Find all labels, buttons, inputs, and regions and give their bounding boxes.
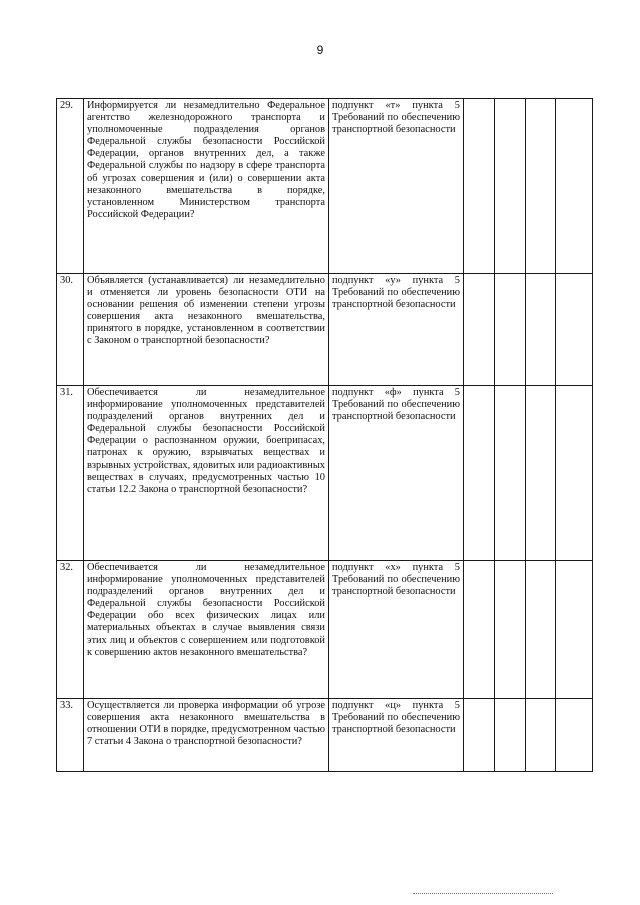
question-cell: Объявляется (устанавливается) ли незамедлительно и отменяется ли уровень безопасности ОТИ на основании решения об изменении степени угрозы совершения акта незаконного вмешательства, принятого в порядке, установленном в соответствии с Законом о транспортной безопасности?: [84, 274, 329, 386]
note-cell: [556, 99, 593, 274]
answer-na-cell: [526, 561, 556, 699]
answer-na-cell: [526, 386, 556, 561]
answer-yes-cell: [464, 99, 495, 274]
row-number: 31.: [57, 386, 84, 561]
table-row: [57, 699, 593, 772]
note-cell: [556, 561, 593, 699]
answer-yes-cell: [464, 699, 495, 772]
answer-no-cell: [495, 699, 526, 772]
reference-cell: подпункт «ц» пункта 5 Требований по обеспечению транспортной безопасности: [329, 699, 464, 772]
reference-cell: подпункт «х» пункта 5 Требований по обеспечению транспортной безопасности: [329, 561, 464, 699]
question-cell: Обеспечивается ли незамедлительное информирование уполномоченных представителей подразделений органов внутренних дел и Федеральной службы безопасности Российской Федерации обо всех физических лицах или материальных объектах в случае выявления связи этих лиц и объектов с совершением или подготовкой к совершению актов незаконного вмешательства?: [84, 561, 329, 699]
scan-artifact-line: [413, 893, 553, 895]
question-cell: Осуществляется ли проверка информации об угрозе совершения акта незаконного вмешательства в отношении ОТИ в порядке, предусмотренном частью 7 статьи 4 Закона о транспортной безопасности?: [84, 699, 329, 772]
row-number: 33.: [57, 699, 84, 772]
reference-cell: подпункт «у» пункта 5 Требований по обеспечению транспортной безопасности: [329, 274, 464, 386]
note-cell: [556, 386, 593, 561]
answer-no-cell: [495, 274, 526, 386]
answer-na-cell: [526, 699, 556, 772]
table-row: [57, 274, 593, 386]
question-cell: Информируется ли незамедлительно Федеральное агентство железнодорожного транспорта и уполномоченные подразделения органов Федеральной службы безопасности Российской Федерации, органов внутренних дел, а также Федеральной службы по надзору в сфере транспорта об угрозах совершения и (или) о совершении акта незаконного вмешательства в порядке, установленном Министерством транспорта Российской Федерации?: [84, 99, 329, 274]
answer-yes-cell: [464, 274, 495, 386]
answer-na-cell: [526, 274, 556, 386]
answer-no-cell: [495, 386, 526, 561]
checklist-table: [56, 98, 593, 772]
answer-na-cell: [526, 99, 556, 274]
reference-cell: подпункт «т» пункта 5 Требований по обеспечению транспортной безопасности: [329, 99, 464, 274]
question-cell: Обеспечивается ли незамедлительное информирование уполномоченных представителей подразделений органов внутренних дел и Федеральной службы безопасности Российской Федерации о распознанном оружии, боеприпасах, патронах к оружию, взрывчатых веществах и взрывных устройствах, ядовитых или радиоактивных веществах в случаях, предусмотренных частью 10 статьи 12.2 Закона о транспортной безопасности?: [84, 386, 329, 561]
row-number: 29.: [57, 99, 84, 274]
row-number: 32.: [57, 561, 84, 699]
answer-no-cell: [495, 99, 526, 274]
note-cell: [556, 699, 593, 772]
answer-yes-cell: [464, 386, 495, 561]
row-number: 30.: [57, 274, 84, 386]
answer-yes-cell: [464, 561, 495, 699]
page-number: 9: [316, 43, 324, 57]
note-cell: [556, 274, 593, 386]
reference-cell: подпункт «ф» пункта 5 Требований по обеспечению транспортной безопасности: [329, 386, 464, 561]
answer-no-cell: [495, 561, 526, 699]
table-row: [57, 386, 593, 561]
table-row: [57, 99, 593, 274]
table-row: [57, 561, 593, 699]
